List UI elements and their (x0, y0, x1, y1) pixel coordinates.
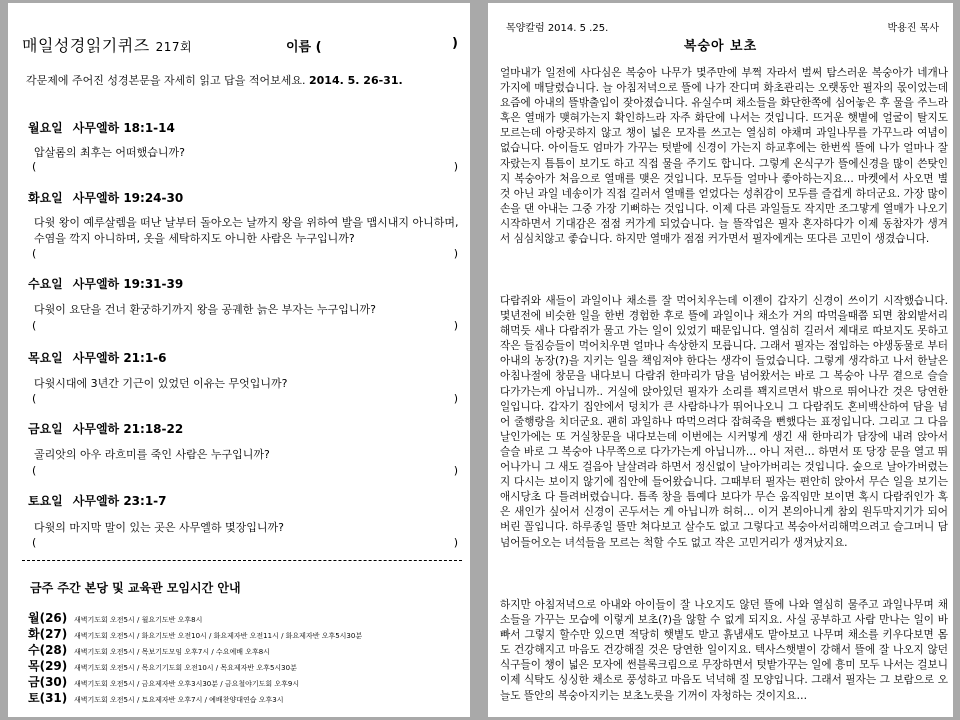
divider (22, 560, 462, 561)
schedule-row: 금(30) 새벽기도회 오전5시 / 금요제자반 오후3시30분 / 금요철야기도회 오후9시 (28, 675, 300, 689)
question: 압살롬의 최후는 어떠했습니까? (34, 146, 185, 159)
name-close: ) (452, 36, 458, 51)
question: 다윗이 요단을 건너 환궁하기까지 왕을 공궤한 늙은 부자는 누구입니까? (34, 303, 376, 316)
schedule-title: 금주 주간 본당 및 교육관 모임시간 안내 (30, 581, 241, 595)
quiz-issue: 217회 (155, 40, 193, 54)
name-label: 이름 ( (286, 40, 322, 55)
column-title: 복숭아 보초 (683, 39, 758, 54)
day-header: 목요일 사무엘하 21:1-6 (28, 351, 167, 365)
instruction-date: 2014. 5. 26-31. (309, 74, 403, 87)
day-header: 월요일 사무엘하 18:1-14 (28, 121, 175, 135)
column-paragraph: 다람쥐와 새들이 과일이나 채소를 잘 먹어치우는데 이젠이 갑자기 신경이 쓰이기 시작했습니다. 몇년전에 비슷한 일을 한번 경험한 후로 뜰에 과일이나 채소가 거의 따먹을때쯤 되면 참외밭서리해먹듯 새나 다람쥐가 물고 가는 일이 있었기 때문입니다. 열심히 길러서 제대로 따보지도 못하고 작은 들짐승들이 먹어치우면 얼마나 속상한지 모릅니다. 그래서 필자는 점입하는 야생동물로 부터 아내의 농장(?)을 지키는 일을 책임져야 한다는 생각이 들었습니다. 그렇게 생각하고 나서 한날은 아침나절에 창문을 내다보니 다람쥐 한마리가 담을 넘어왔서는 바로 그 복숭아 나무 곁으로 슬슬 다가가는게 아닙니까.. 거실에 앉아있던 필자가 소리를 꽥지르면서 밖으로 뛰어나간 것은 당연한 일입니다. 갑자기 집안에서 덩치가 큰 사람하나가 뛰어나오니 그 다람쥐도 혼비백산하여 담을 넘어 줄행랑을 치더군요. 괜히 과일하나 따먹으려다 잡혀죽을 뻔했다는 표정입니다. 그리고 그 다음날인가에는 또 거실창문을 내다보는데 이번에는 시커멓게 생긴 새 한마리가 담장에 내려 앉아서 슬슬 바로 그 복숭아 나무쪽으로 다가가는게 아닙니까… 아니 저런… 하면서 또 당장 문을 열고 뛰어나가니 그 새도 걸음아 날살려라 하면서 정신없이 날아가버리는 것입니다. 숲으로 날아가버렸는지 다시는 보이지 않기에 집안에 들어왔습니다. 그때부터 필자는 편안히 앉아서 무슨 일을 보기는 애시당초 다 틀려버렸습니다. 틈족 창을 틈예다 보다가 무슨 움직임만 보이면 혹시 다람쥐인가 혹은 새인가 싶어서 신경이 곤두서는 게 아닙니까 허허… 이거 본의아니게 참외 원두막지기가 되어버린 꼴입니다. 하루종일 뜰만 쳐다보고 살수도 없고 그렇다고 복숭아서리해먹으려고 슬그머니 담넘어들어오는 녀석들을 모르는 척할 수도 없고 작은 고민거리가 생겨났지요. (500, 295, 948, 549)
schedule-row: 수(28) 새벽기도회 오전5시 / 목보기도모임 오후7시 / 수요예배 오후8시 (28, 643, 270, 657)
answer-line[interactable]: ( ) (32, 464, 458, 477)
quiz-page (8, 3, 470, 717)
question: 다윗 왕이 예루살렘을 떠난 날부터 돌아오는 날까지 왕을 위하여 발을 맵시내지 아니하며, 수염을 깍지 아니하며, 옷을 세탁하지도 아니한 사람은 누구입니까? (34, 216, 459, 245)
quiz-title: 매일성경읽기퀴즈 217회 (22, 36, 193, 55)
instruction: 각문제에 주어진 성경본문을 자세히 읽고 답을 적어보세요. 2014. 5. 26-31. (26, 74, 403, 87)
answer-line[interactable]: ( ) (32, 160, 458, 173)
question: 다윗의 마지막 말이 있는 곳은 사무엘하 몇장입니까? (34, 521, 284, 534)
day-header: 금요일 사무엘하 21:18-22 (28, 422, 184, 436)
answer-line[interactable]: ( ) (32, 247, 458, 260)
column-paragraph: 얼마내가 일전에 사다심은 복숭아 나무가 몇주만에 부쩍 자라서 벌써 탐스러운 복숭아가 네개나 가지에 매달렸습니다. 늘 아침저녁으로 뜰에 나가 잔디며 화초관리는 오랫동안 필자의 몫이었는데 요즘에 아내의 뜰밖출입이 잦아졌습니다. 유실수며 채소들을 화단한쪽에 심어놓은 후 물을 주느라 혹은 열매가 맺혀가는지 확인하느라 자주 화단에 나서는 것입니다. 뜨거운 햇볕에 얼굴이 탈지도 모르는데 아랑곳하지 않고 챙이 넓은 모자를 쓰고는 열심히 야채며 과일나무를 가꾸느라 여념이 없습니다. 아이들도 엄마가 가꾸는 텃밭에 신경이 가는지 하교후에는 한번씩 뜰에 나가 얼마나 잘 자랐는지 틈틈이 보기도 하고 직접 물을 주기도 합니다. 그렇게 온식구가 뜰에신경을 많이 쓴탓인지 복숭아가 처음으로 열매를 맺은 것입니다. 모두들 얼마나 좋아하는지요… 마켓에서 사오면 별것 아닌 과일 네송이가 직접 길러서 열매를 얻었다는 성취감이 모두를 즐겁게 하더군요. 가장 많이 손을 댄 아내는 그중 가장 기뻐하는 것입니다. 이제 다른 과일들도 작지만 조그맣게 열매가 나오기 시작하면서 기대감은 점점 커가게 되었습니다. 늘 뜰작업은 필자 혼자하다가 이제 동참자가 생겨서 심심치않고 좋습니다. 하지만 열매가 점점 커가면서 필자에게는 또다른 고민이 생겼습니다. (500, 67, 948, 246)
column-paragraph: 하지만 아침저녁으로 아내와 아이들이 잘 나오지도 않던 뜰에 나와 열심히 물주고 과일나무며 채소들을 가꾸는 모습에 이렇게 보초(?)을 않할 수 없게 되지요. 사실 공부하고 사람 만나는 일이 바빠서 그렇지 할수만 있으면 적당히 햇볕도 받고 흙냄새도 맡아보고 나무며 채소를 키우다보면 몸도 건강해지고 마음도 건강해질 것은 당연한 일이지요. 텍사스햇볕이 강해서 뜰에 잘 나오지 않던 식구들이 챙이 넓은 모자에 썬블록크림으로 무장하면서 텃밭가꾸는 일에 흥미 모두 나서는 걸보니 이제 식탁도 싱싱한 채소로 풍성하고 마음도 넉넉해 질 모양입니다. 그래서 필자는 그 보람으로 오늘도 뜰안의 복숭아지키는 보초노릇을 기꺼이 자청하는 것이지요… (500, 599, 948, 702)
column-header-left: 목양칼럼 2014. 5 .25. (506, 23, 609, 34)
answer-line[interactable]: ( ) (32, 536, 458, 549)
answer-line[interactable]: ( ) (32, 319, 458, 332)
schedule-row: 화(27) 새벽기도회 오전5시 / 화요기도반 오전10시 / 화요제자반 오전11시 / 화요제자반 오후5시30분 (28, 627, 363, 641)
day-header: 수요일 사무엘하 19:31-39 (28, 277, 184, 291)
schedule-row: 목(29) 새벽기도회 오전5시 / 목요기기도회 오전10시 / 목요제자반 오후5시30분 (28, 659, 297, 673)
schedule-row: 월(26) 새벽기도회 오전5시 / 월요기도반 오후8시 (28, 611, 203, 625)
question: 다윗시대에 3년간 기근이 있었던 이유는 무엇입니까? (34, 377, 288, 390)
day-header: 화요일 사무엘하 19:24-30 (28, 191, 184, 205)
answer-line[interactable]: ( ) (32, 392, 458, 405)
question: 골리앗의 아우 라흐미를 죽인 사람은 누구입니까? (34, 448, 270, 461)
column-page (488, 3, 953, 717)
column-author: 박용진 목사 (887, 23, 939, 34)
day-header: 토요일 사무엘하 23:1-7 (28, 494, 167, 508)
schedule-row: 토(31) 새벽기도회 오전5시 / 토요제자반 오후7시 / 예배찬양대연습 오후3시 (28, 691, 284, 705)
